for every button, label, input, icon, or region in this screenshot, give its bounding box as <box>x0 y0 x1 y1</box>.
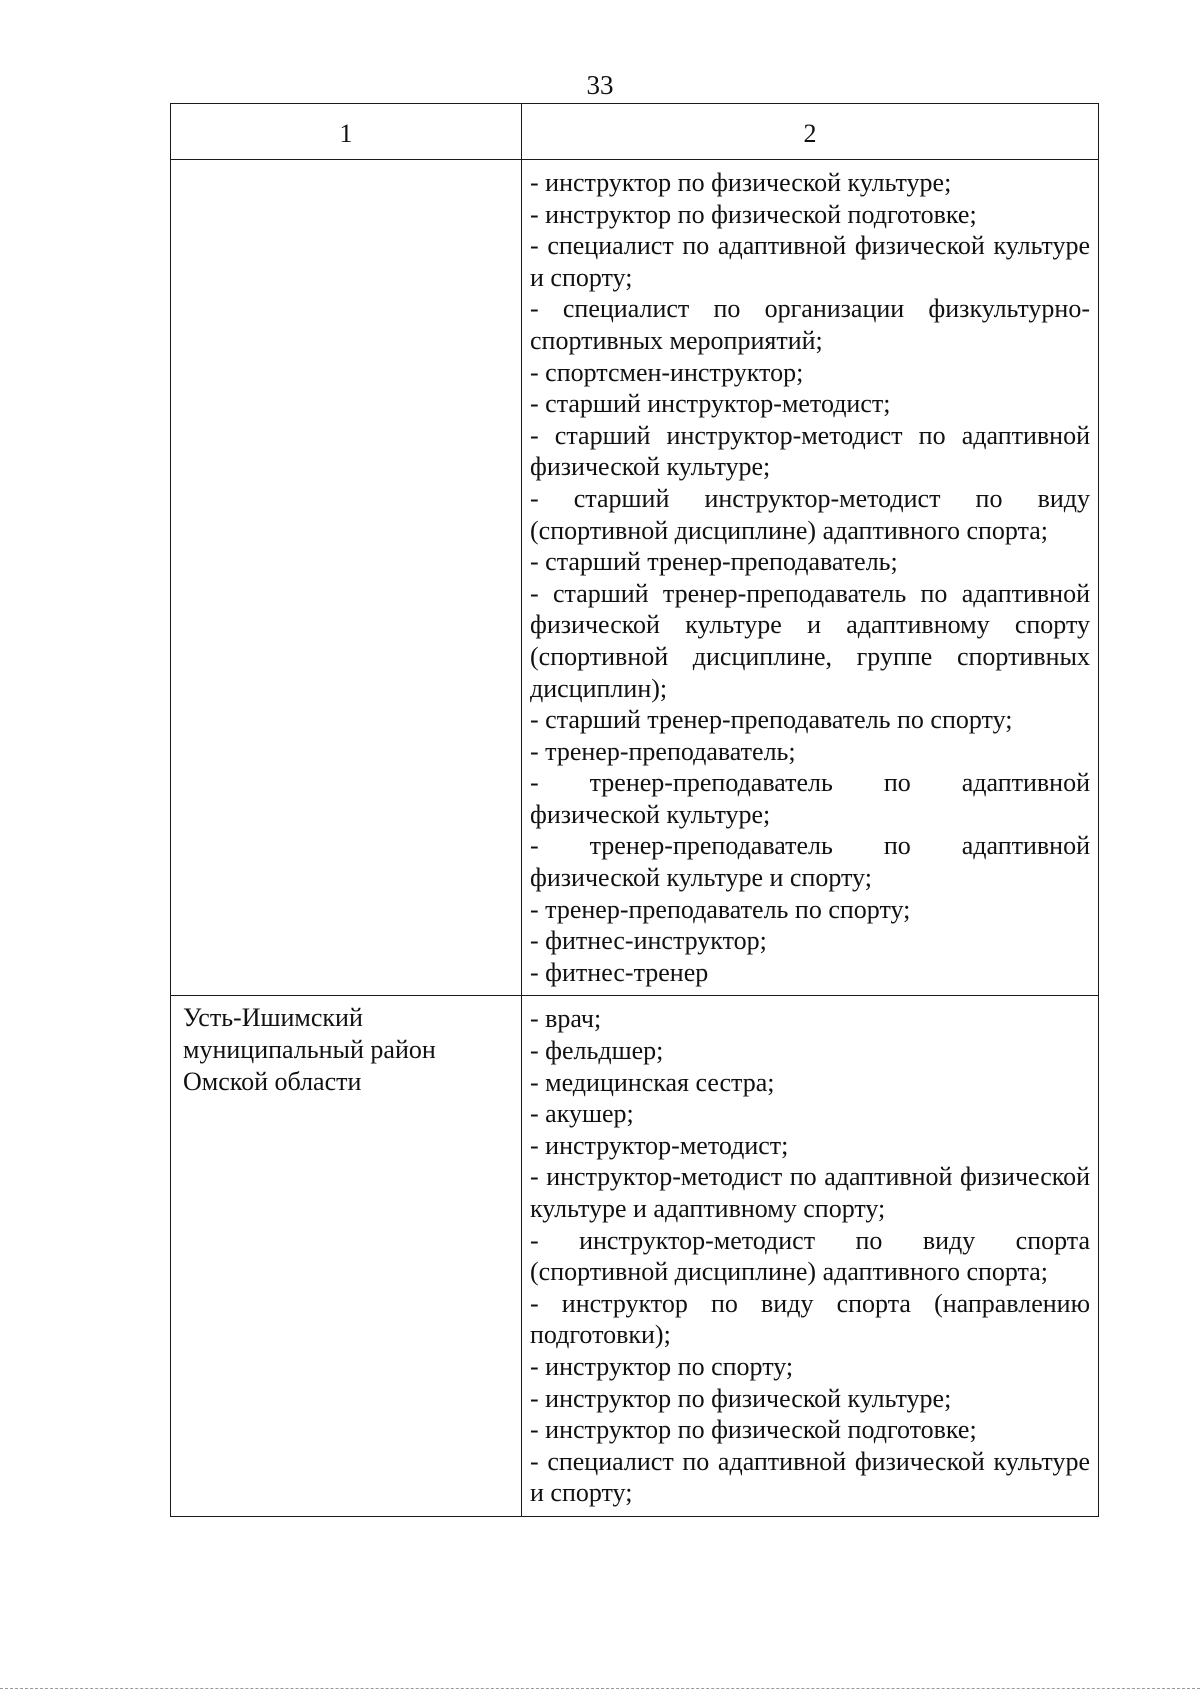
positions-table <box>170 103 1099 1517</box>
table-body <box>171 160 1099 1517</box>
territory-cell <box>171 160 522 996</box>
position-item: - старший тренер-преподаватель по спорту; <box>530 705 1013 735</box>
position-item: - тренер-преподаватель по адаптивной физической культуре; <box>530 768 1090 829</box>
territory-cell: Усть-Ишимский муниципальный район Омской области <box>171 996 522 1517</box>
position-item: - тренер-преподаватель; <box>530 736 796 766</box>
page-number: 33 <box>586 70 614 100</box>
position-item: - фитнес-тренер <box>530 957 709 987</box>
position-item: - инструктор по физической подготовке; <box>530 199 977 229</box>
column-header-2: 2 <box>522 104 1099 160</box>
position-item: - спортсмен-инструктор; <box>530 357 804 387</box>
position-item: - тренер-преподаватель по адаптивной физической культуре и спорту; <box>530 831 1090 893</box>
position-item: - медицинская сестра; <box>530 1067 775 1097</box>
table-row <box>171 996 1099 1517</box>
position-item: - специалист по адаптивной физической культуре и спорту; <box>530 1446 1090 1508</box>
position-item: - инструктор по спорту; <box>530 1351 794 1381</box>
position-item: - акушер; <box>530 1099 634 1129</box>
table-row <box>171 160 1099 996</box>
position-item: - старший инструктор-методист; <box>530 389 891 419</box>
column-header-1: 1 <box>171 104 522 160</box>
position-item: - фельдшер; <box>530 1036 664 1066</box>
position-item: - инструктор-методист по виду спорта (спортивной дисциплине) адаптивного спорта; <box>530 1225 1090 1287</box>
scan-edge-line <box>0 1688 1200 1689</box>
position-item: - старший инструктор-методист по виду (спортивной дисциплине) адаптивного спорта; <box>530 483 1090 545</box>
position-item: - старший тренер-преподаватель по адаптивной физической культуре и адаптивному спорту (спортивной дисциплине, группе спортивных дисциплин); <box>530 578 1090 703</box>
position-item: - инструктор по виду спорта (направлению подготовки); <box>530 1288 1090 1350</box>
position-item: - старший инструктор-методист по адаптивной физической культуре; <box>530 420 1090 482</box>
position-item: - старший тренер-преподаватель; <box>530 547 898 577</box>
position-item: - инструктор по физической подготовке; <box>530 1415 977 1445</box>
positions-cell <box>522 160 1099 996</box>
position-item: - инструктор по физической культуре; <box>530 168 952 197</box>
position-item: - тренер-преподаватель по спорту; <box>530 894 911 924</box>
position-item: - специалист по адаптивной физической культуре и спорту; <box>530 231 1090 292</box>
position-item: - фитнес-инструктор; <box>530 926 767 956</box>
position-item: - инструктор-методист; <box>530 1130 789 1160</box>
position-item: - инструктор-методист по адаптивной физической культуре и адаптивному спорту; <box>530 1162 1090 1223</box>
position-item: - инструктор по физической культуре; <box>530 1383 952 1413</box>
table-header-row <box>171 104 1099 160</box>
positions-cell <box>522 996 1099 1517</box>
position-item: - специалист по организации физкультурно-спортивных мероприятий; <box>530 294 1090 355</box>
position-item: - врач; <box>530 1004 602 1034</box>
